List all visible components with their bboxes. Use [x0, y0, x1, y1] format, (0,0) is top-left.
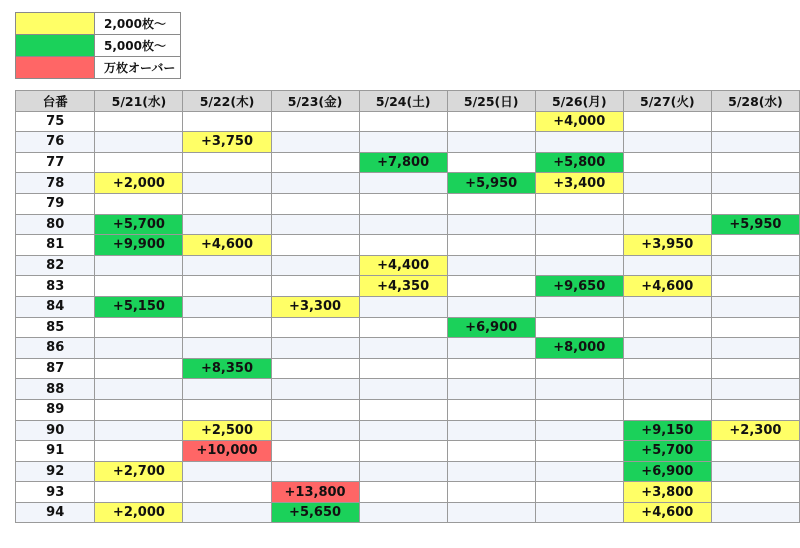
- empty-cell: [623, 317, 711, 338]
- color-legend: [15, 12, 181, 79]
- machine-number: 85: [16, 317, 95, 338]
- empty-cell: [711, 379, 799, 400]
- empty-cell: [95, 482, 183, 503]
- table-row: [16, 399, 800, 420]
- empty-cell: [271, 420, 359, 441]
- machine-number: 90: [16, 420, 95, 441]
- empty-cell: [535, 255, 623, 276]
- empty-cell: [359, 111, 447, 132]
- empty-cell: [271, 358, 359, 379]
- day-header: 5/25(日): [447, 91, 535, 112]
- machine-number: 81: [16, 235, 95, 256]
- empty-cell: [535, 379, 623, 400]
- table-row: [16, 358, 800, 379]
- result-cell: +9,650: [535, 276, 623, 297]
- empty-cell: [447, 296, 535, 317]
- header-row: [16, 91, 800, 112]
- empty-cell: [711, 338, 799, 359]
- result-cell: +4,600: [183, 235, 271, 256]
- empty-cell: [95, 399, 183, 420]
- result-cell: +9,900: [95, 235, 183, 256]
- empty-cell: [535, 132, 623, 153]
- empty-cell: [95, 132, 183, 153]
- empty-cell: [535, 358, 623, 379]
- empty-cell: [271, 111, 359, 132]
- legend-row: [16, 13, 181, 35]
- empty-cell: [359, 502, 447, 523]
- empty-cell: [271, 132, 359, 153]
- empty-cell: [535, 317, 623, 338]
- empty-cell: [359, 173, 447, 194]
- table-row: [16, 502, 800, 523]
- legend-swatch-red: [16, 57, 95, 79]
- empty-cell: [95, 420, 183, 441]
- empty-cell: [623, 255, 711, 276]
- empty-cell: [359, 399, 447, 420]
- empty-cell: [271, 441, 359, 462]
- empty-cell: [271, 173, 359, 194]
- empty-cell: [535, 399, 623, 420]
- empty-cell: [711, 399, 799, 420]
- empty-cell: [447, 193, 535, 214]
- empty-cell: [535, 296, 623, 317]
- table-row: [16, 482, 800, 503]
- result-cell: +4,000: [535, 111, 623, 132]
- table-row: [16, 296, 800, 317]
- empty-cell: [535, 441, 623, 462]
- day-header: 5/22(木): [183, 91, 271, 112]
- empty-cell: [271, 152, 359, 173]
- empty-cell: [711, 276, 799, 297]
- legend-row: [16, 57, 181, 79]
- result-cell: +2,000: [95, 502, 183, 523]
- empty-cell: [535, 420, 623, 441]
- empty-cell: [359, 482, 447, 503]
- result-cell: +6,900: [447, 317, 535, 338]
- result-cell: +5,150: [95, 296, 183, 317]
- empty-cell: [447, 358, 535, 379]
- result-cell: +5,950: [711, 214, 799, 235]
- machine-number: 75: [16, 111, 95, 132]
- result-cell: +3,950: [623, 235, 711, 256]
- result-cell: +2,500: [183, 420, 271, 441]
- empty-cell: [95, 338, 183, 359]
- machine-number: 91: [16, 441, 95, 462]
- table-row: [16, 276, 800, 297]
- empty-cell: [359, 420, 447, 441]
- table-row: [16, 317, 800, 338]
- day-header: 5/27(火): [623, 91, 711, 112]
- machine-number: 76: [16, 132, 95, 153]
- empty-cell: [447, 132, 535, 153]
- empty-cell: [95, 379, 183, 400]
- empty-cell: [447, 502, 535, 523]
- empty-cell: [183, 338, 271, 359]
- empty-cell: [623, 358, 711, 379]
- empty-cell: [447, 420, 535, 441]
- table-header: [16, 91, 800, 112]
- machine-number: 93: [16, 482, 95, 503]
- table-row: [16, 173, 800, 194]
- machine-number: 77: [16, 152, 95, 173]
- machine-number: 94: [16, 502, 95, 523]
- table-row: [16, 214, 800, 235]
- empty-cell: [271, 399, 359, 420]
- empty-cell: [183, 461, 271, 482]
- empty-cell: [271, 379, 359, 400]
- empty-cell: [95, 255, 183, 276]
- empty-cell: [359, 193, 447, 214]
- empty-cell: [359, 358, 447, 379]
- table-row: [16, 379, 800, 400]
- empty-cell: [447, 399, 535, 420]
- result-cell: +2,000: [95, 173, 183, 194]
- empty-cell: [183, 379, 271, 400]
- empty-cell: [183, 276, 271, 297]
- result-cell: +3,400: [535, 173, 623, 194]
- legend-label: 2,000枚～: [95, 13, 181, 35]
- empty-cell: [271, 214, 359, 235]
- empty-cell: [535, 502, 623, 523]
- day-header: 5/28(水): [711, 91, 799, 112]
- empty-cell: [95, 441, 183, 462]
- empty-cell: [623, 152, 711, 173]
- result-cell: +2,700: [95, 461, 183, 482]
- empty-cell: [95, 152, 183, 173]
- empty-cell: [447, 255, 535, 276]
- empty-cell: [183, 317, 271, 338]
- empty-cell: [447, 379, 535, 400]
- empty-cell: [623, 214, 711, 235]
- result-cell: +13,800: [271, 482, 359, 503]
- result-cell: +7,800: [359, 152, 447, 173]
- empty-cell: [711, 461, 799, 482]
- result-cell: +4,400: [359, 255, 447, 276]
- empty-cell: [535, 482, 623, 503]
- empty-cell: [711, 482, 799, 503]
- result-cell: +3,800: [623, 482, 711, 503]
- empty-cell: [183, 214, 271, 235]
- empty-cell: [183, 399, 271, 420]
- corner-label: 台番: [16, 91, 95, 112]
- machine-number: 89: [16, 399, 95, 420]
- table-body: [16, 111, 800, 523]
- empty-cell: [271, 193, 359, 214]
- empty-cell: [447, 441, 535, 462]
- table-row: [16, 235, 800, 256]
- day-header: 5/26(月): [535, 91, 623, 112]
- empty-cell: [271, 338, 359, 359]
- result-cell: +3,750: [183, 132, 271, 153]
- table-row: [16, 420, 800, 441]
- legend-swatch-green: [16, 35, 95, 57]
- empty-cell: [711, 358, 799, 379]
- empty-cell: [271, 461, 359, 482]
- machine-number: 80: [16, 214, 95, 235]
- empty-cell: [95, 317, 183, 338]
- table-row: [16, 132, 800, 153]
- empty-cell: [711, 152, 799, 173]
- result-cell: +4,600: [623, 502, 711, 523]
- machine-number: 86: [16, 338, 95, 359]
- empty-cell: [447, 235, 535, 256]
- empty-cell: [711, 255, 799, 276]
- empty-cell: [447, 338, 535, 359]
- empty-cell: [183, 255, 271, 276]
- result-cell: +5,700: [95, 214, 183, 235]
- legend-swatch-yellow: [16, 13, 95, 35]
- result-cell: +2,300: [711, 420, 799, 441]
- result-cell: +5,650: [271, 502, 359, 523]
- machine-number: 84: [16, 296, 95, 317]
- empty-cell: [95, 193, 183, 214]
- empty-cell: [623, 338, 711, 359]
- empty-cell: [535, 214, 623, 235]
- table-row: [16, 255, 800, 276]
- empty-cell: [271, 235, 359, 256]
- empty-cell: [359, 441, 447, 462]
- result-cell: +9,150: [623, 420, 711, 441]
- legend-body: [16, 13, 181, 79]
- empty-cell: [183, 152, 271, 173]
- empty-cell: [623, 193, 711, 214]
- empty-cell: [623, 111, 711, 132]
- result-cell: +5,800: [535, 152, 623, 173]
- day-header: 5/24(土): [359, 91, 447, 112]
- table-row: [16, 111, 800, 132]
- empty-cell: [95, 276, 183, 297]
- result-cell: +5,950: [447, 173, 535, 194]
- result-cell: +5,700: [623, 441, 711, 462]
- empty-cell: [95, 111, 183, 132]
- result-cell: +4,600: [623, 276, 711, 297]
- empty-cell: [359, 338, 447, 359]
- empty-cell: [95, 358, 183, 379]
- machine-number: 78: [16, 173, 95, 194]
- empty-cell: [359, 461, 447, 482]
- empty-cell: [711, 111, 799, 132]
- empty-cell: [711, 441, 799, 462]
- empty-cell: [711, 235, 799, 256]
- table-row: [16, 461, 800, 482]
- empty-cell: [359, 235, 447, 256]
- empty-cell: [711, 502, 799, 523]
- table-row: [16, 338, 800, 359]
- empty-cell: [183, 111, 271, 132]
- legend-row: [16, 35, 181, 57]
- empty-cell: [183, 482, 271, 503]
- empty-cell: [623, 173, 711, 194]
- empty-cell: [183, 173, 271, 194]
- empty-cell: [711, 132, 799, 153]
- empty-cell: [623, 379, 711, 400]
- machine-number: 92: [16, 461, 95, 482]
- legend-label: 万枚オーバー: [95, 57, 181, 79]
- empty-cell: [623, 296, 711, 317]
- machine-number: 82: [16, 255, 95, 276]
- empty-cell: [359, 132, 447, 153]
- results-table: [15, 90, 800, 523]
- result-cell: +10,000: [183, 441, 271, 462]
- empty-cell: [183, 296, 271, 317]
- empty-cell: [359, 379, 447, 400]
- empty-cell: [447, 461, 535, 482]
- empty-cell: [711, 173, 799, 194]
- legend-label: 5,000枚～: [95, 35, 181, 57]
- machine-number: 83: [16, 276, 95, 297]
- empty-cell: [359, 214, 447, 235]
- table-row: [16, 152, 800, 173]
- empty-cell: [623, 132, 711, 153]
- empty-cell: [447, 111, 535, 132]
- table-row: [16, 441, 800, 462]
- empty-cell: [447, 152, 535, 173]
- empty-cell: [271, 317, 359, 338]
- empty-cell: [183, 193, 271, 214]
- empty-cell: [359, 317, 447, 338]
- table-row: [16, 193, 800, 214]
- empty-cell: [711, 193, 799, 214]
- empty-cell: [183, 502, 271, 523]
- empty-cell: [535, 235, 623, 256]
- machine-number: 79: [16, 193, 95, 214]
- result-cell: +8,350: [183, 358, 271, 379]
- result-cell: +3,300: [271, 296, 359, 317]
- result-cell: +8,000: [535, 338, 623, 359]
- machine-number: 88: [16, 379, 95, 400]
- empty-cell: [535, 193, 623, 214]
- empty-cell: [271, 276, 359, 297]
- empty-cell: [447, 214, 535, 235]
- day-header: 5/21(水): [95, 91, 183, 112]
- empty-cell: [447, 482, 535, 503]
- day-header: 5/23(金): [271, 91, 359, 112]
- machine-number: 87: [16, 358, 95, 379]
- empty-cell: [271, 255, 359, 276]
- result-cell: +6,900: [623, 461, 711, 482]
- empty-cell: [623, 399, 711, 420]
- empty-cell: [711, 317, 799, 338]
- empty-cell: [711, 296, 799, 317]
- empty-cell: [359, 296, 447, 317]
- empty-cell: [447, 276, 535, 297]
- result-cell: +4,350: [359, 276, 447, 297]
- empty-cell: [535, 461, 623, 482]
